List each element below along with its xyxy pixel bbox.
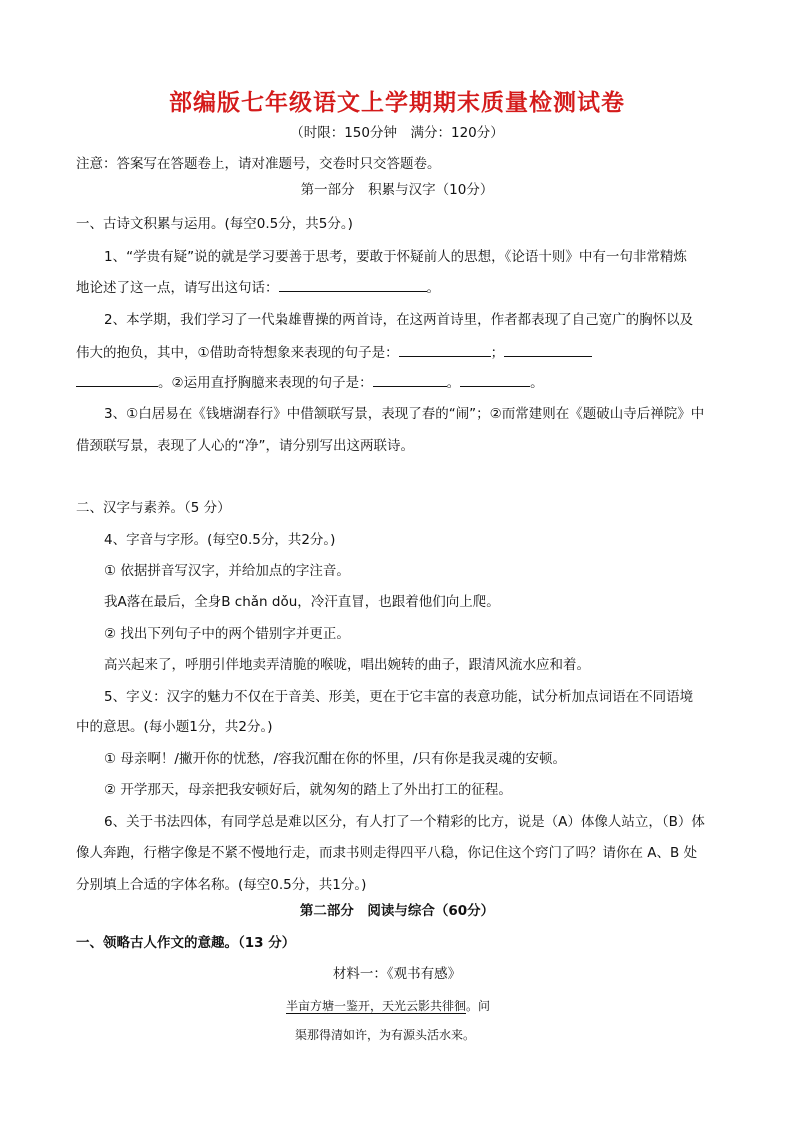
q4-sub2: ② 找出下列句子中的两个错别字并更正。 <box>104 626 350 642</box>
answer-blank[interactable] <box>373 373 447 387</box>
section2-title: 二、汉字与素养。（5 分） <box>76 500 231 516</box>
q1-line1: 1、“学贵有疑”说的就是学习要善于思考，要敢于怀疑前人的思想，《论语十则》中有一句非常精炼 <box>104 249 687 265</box>
part1-heading: 第一部分 积累与汉字（10分） <box>300 182 494 198</box>
q4-title: 4、字音与字形。(每空0.5分，共2分。) <box>104 532 336 548</box>
q6-line2: 像人奔跑，行楷字像是不紧不慢地行走，而隶书则走得四平八稳，你记住这个窍门了吗？请你在 A、B 处 <box>76 845 698 861</box>
q4-sub1: ① 依据拼音写汉字，并给加点的字注音。 <box>104 563 350 579</box>
notice: 注意：答案写在答题卷上，请对准题号，交卷时只交答题卷。 <box>76 156 441 172</box>
q1-end: 。 <box>426 280 440 296</box>
q2-end: 。 <box>530 375 544 391</box>
q5-line2: 中的意思。(每小题1分，共2分。) <box>76 719 273 735</box>
answer-blank[interactable] <box>504 343 592 357</box>
q5-sub1: ① 母亲啊！/撇开你的忧愁，/容我沉酣在你的怀里，/只有你是我灵魂的安顿。 <box>104 751 567 767</box>
answer-blank[interactable] <box>76 373 158 387</box>
q2-dot: 。 <box>446 375 461 391</box>
q2-prompt-2: 。②运用直抒胸臆来表现的句子是： <box>158 375 373 391</box>
q2-line3 <box>76 373 544 392</box>
q3-line2: 借颈联写景，表现了人心的“净”，请分别写出这两联诗。 <box>76 438 414 454</box>
section1-title: 一、古诗文积累与运用。(每空0.5分，共5分。) <box>76 216 353 232</box>
poem-line1-underlined: 半亩方塘一鉴开，天光云影共徘徊 <box>286 999 467 1013</box>
answer-blank[interactable] <box>399 343 491 357</box>
poem-line2 <box>295 1026 475 1044</box>
q1-line2 <box>76 278 440 297</box>
poem-line2-start: 渠那 <box>295 1028 320 1042</box>
q2-prompt: 伟大的抱负，其中，①借助奇特想象来表现的句子是： <box>76 345 399 361</box>
q2-line2 <box>76 343 592 362</box>
time-info: （时限：150分钟 满分：120分） <box>290 125 504 141</box>
q3-line1: 3、①白居易在《钱塘湖春行》中借颔联写景，表现了春的“闹”；②而常建则在《题破山寺后禅院》中 <box>104 406 705 422</box>
poem-line1-end: 。问 <box>466 999 491 1013</box>
poem-line1 <box>286 997 490 1015</box>
answer-blank[interactable] <box>279 278 427 292</box>
answer-blank[interactable] <box>460 373 530 387</box>
q2-separator: ； <box>490 345 505 361</box>
poem-line2-text: 得清如许，为有源头活水来。 <box>319 1028 476 1042</box>
q5-sub2: ② 开学那天，母亲把我安顿好后，就匆匆的踏上了外出打工的征程。 <box>104 782 512 798</box>
q4-sub2-text: 高兴起来了，呼朋引伴地卖弄清脆的喉咙，唱出婉转的曲子，跟清风流水应和着。 <box>104 657 590 673</box>
exam-title: 部编版七年级语文上学期期末质量检测试卷 <box>169 89 625 116</box>
q2-line1: 2、本学期，我们学习了一代枭雄曹操的两首诗，在这两首诗里，作者都表现了自己宽广的胸怀以及 <box>104 312 694 328</box>
q1-prompt: 地论述了这一点，请写出这句话： <box>76 280 279 296</box>
q6-line3: 分别填上合适的字体名称。(每空0.5分，共1分。) <box>76 877 367 893</box>
part2-heading: 第二部分 阅读与综合（60分） <box>299 903 495 919</box>
q4-sub1-text: 我A落在最后，全身B chǎn dǒu，冷汗直冒，也跟着他们向上爬。 <box>104 594 500 610</box>
q6-line1: 6、关于书法四体，有同学总是难以区分，有人打了一个精彩的比方，说是（A）体像人站立，（B）体 <box>104 814 705 830</box>
material1-title: 材料一：《观书有感》 <box>332 966 462 982</box>
part2-section1-title: 一、领略古人作文的意趣。（13 分） <box>76 935 296 951</box>
q5-line1: 5、字义：汉字的魅力不仅在于音美、形美，更在于它丰富的表意功能，试分析加点词语在不同语境 <box>104 689 694 705</box>
